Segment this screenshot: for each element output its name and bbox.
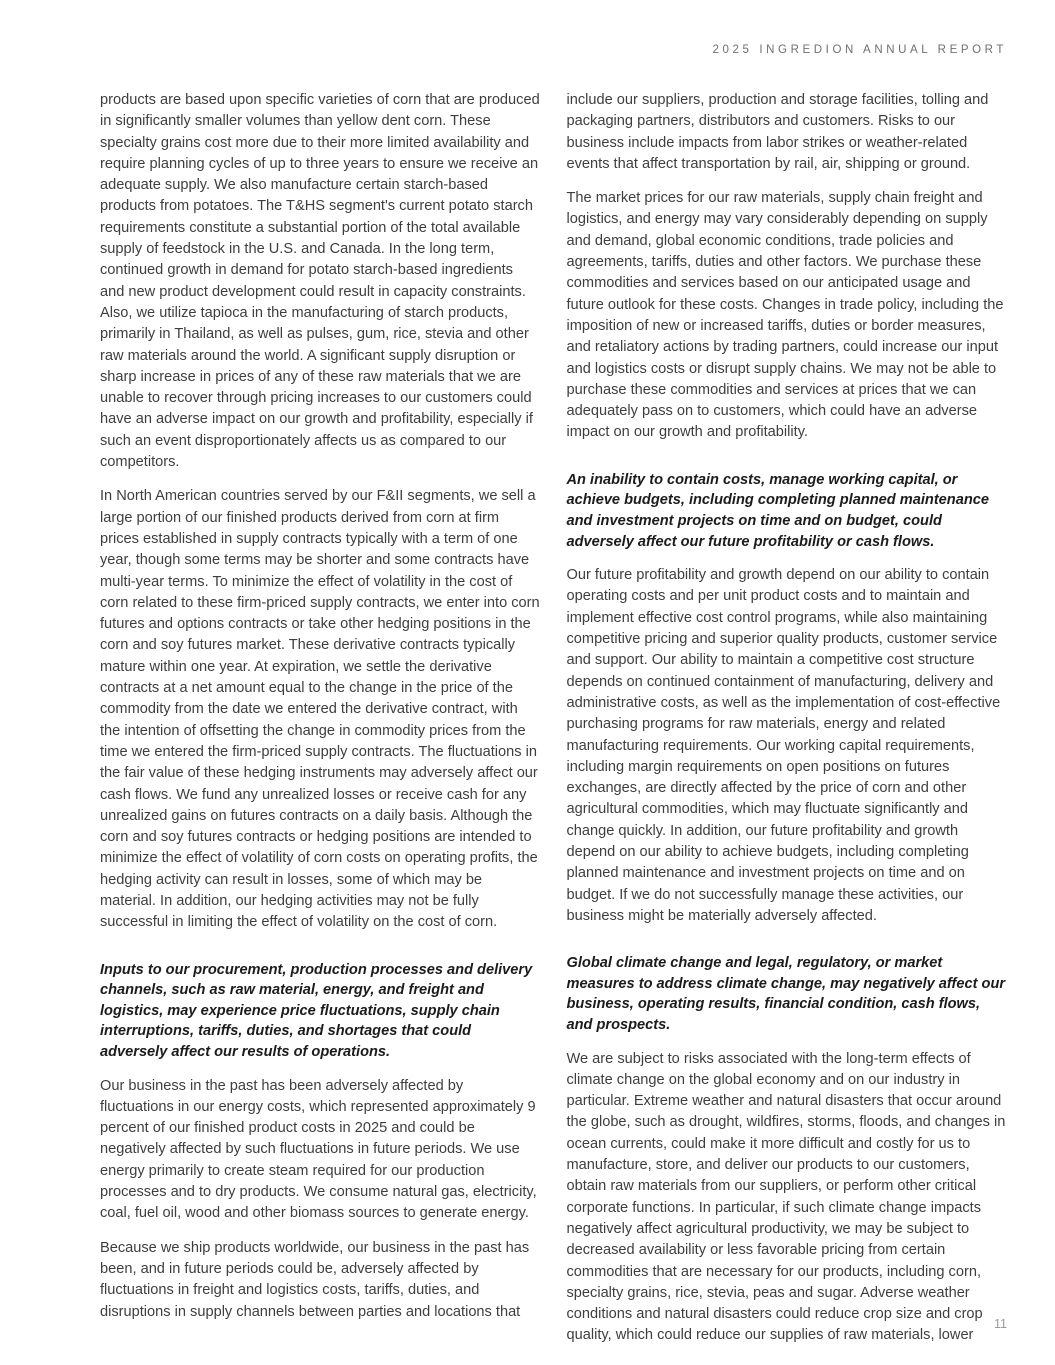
paragraph-supply-chain-risks: include our suppliers, production and storage facilities, tolling and packaging partners, distributors and customers. Risks to our business include impacts from labor strikes or weather-related events that affect transportation by rail, air, shipping or ground. — [566, 92, 989, 172]
risk-heading-inputs-procurement: Inputs to our procurement, production processes and delivery channels, such as raw material, energy, and freight and logistics, may experience price fluctuations, supply chain interruptions, tariffs, duties, and shortages that could adversely affect our results of operations. — [100, 961, 533, 1060]
paragraph-future-profitability: Our future profitability and growth depend on our ability to contain operating costs and per unit product costs and to maintain and implement effective cost control programs, while also maintaining competitive pricing and superior quality products, customer service and support. Our ability to maintain a competitive cost structure depends on continued containment of manufacturing, delivery and administrative costs, as well as the implementation of cost-effective purchasing programs for raw materials, energy and related manufacturing requirements. Our working capital requirements, including margin requirements on open positions on futures exchanges, are directly affected by the price of corn and other agricultural commodities, which may fluctuate significantly and change quickly. In addition, our future profitability and growth depend on our ability to achieve budgets, including completing planned maintenance and investment projects on time and on budget. If we do not successfully manage these activities, our business might be materially adversely affected. — [566, 567, 1001, 924]
paragraph-hedging-contracts: In North American countries served by our F&II segments, we sell a large portion of our finished products derived from corn at firm prices established in supply contracts typically with a term of one year, though some terms may be shorter and some contracts have multi-year terms. To minimize the effect of volatility in the cost of corn related to these firm-priced supply contracts, we enter into corn futures and options contracts or take other hedging positions in the corn and soy futures market. These derivative contracts typically mature within one year. At expiration, we settle the derivative contracts at a net amount equal to the change in the price of the commodity from the date we entered the derivative contract, with the intention of offsetting the change in commodity prices from the time we entered the firm-priced supply contracts. The fluctuations in the fair value of these hedging instruments may adversely affect our cash flows. We fund any unrealized losses or receive cash for any unrealized gains on futures contracts on a daily basis. Although the corn and soy futures contracts or hedging positions are intended to minimize the effect of volatility of corn costs on operating profits, the hedging activity can result in losses, some of which may be material. In addition, our hedging activities may not be fully successful in limiting the effect of volatility on the cost of corn. — [100, 488, 540, 931]
page-header — [100, 44, 1007, 56]
risk-heading-contain-costs: An inability to contain costs, manage working capital, or achieve budgets, including completing planned maintenance and investment projects on time and on budget, could adversely affect our future profitability or cash flows. — [566, 471, 989, 550]
paragraph-climate-risks: We are subject to risks associated with the long-term effects of climate change on the global economy and on our industry in particular. Extreme weather and natural disasters that occur around the globe, such as drought, wildfires, storms, floods, and changes in ocean currents, could make it more difficult and costly for us to manufacture, store, and deliver our products to our customers, obtain raw materials from our suppliers, or perform other critical corporate functions. In particular, if such climate change impacts negatively affect agricultural productivity, we may be subject to decreased availability or less favorable pricing from certain commodities that are necessary for our products, including corn, specialty grains, rice, stevia, peas and sugar. Adverse weather conditions and natural disasters could reduce crop size and crop quality, which could reduce our supplies of raw materials, lower — [566, 1050, 1006, 1344]
page-footer — [994, 1315, 1007, 1333]
two-column-layout — [100, 90, 1007, 1360]
right-column — [567, 90, 1008, 1360]
report-title: 2025 INGREDION ANNUAL REPORT — [712, 44, 1007, 56]
paragraph-freight-logistics: Because we ship products worldwide, our business in the past has been, and in future periods could be, adversely affected by fluctuations in freight and logistics costs, tariffs, duties, and disruptions in supply channels between parties and locations that — [100, 1239, 530, 1320]
paragraph-market-prices: The market prices for our raw materials, supply chain freight and logistics, and energy may vary considerably depending on supply and demand, global economic conditions, trade policies and agreements, tariffs, duties and other factors. We purchase these commodities and services based on our anticipated usage and future outlook for these costs. Changes in trade policy, including the imposition of new or increased tariffs, duties or border measures, and retaliatory actions by trading partners, could increase our input and logistics costs or disrupt supply chains. We may not be able to purchase these commodities and services at prices that we can adequately pass on to customers, which could have an adverse impact on our growth and profitability. — [566, 190, 1004, 441]
page-number: 11 — [994, 1317, 1007, 1331]
paragraph-corn-varieties: products are based upon specific varieties of corn that are produced in significantly smaller volumes than yellow dent corn. These specialty grains cost more due to their more limited availability and require planning cycles of up to three years to ensure we receive an adequate supply. We also manufacture certain starch-based products from potatoes. The T&HS segment's current potato starch requirements constitute a substantial portion of the total available supply of feedstock in the U.S. and Canada. In the long term, continued growth in demand for potato starch-based ingredients and new product development could result in capacity constraints. Also, we utilize tapioca in the manufacturing of starch products, primarily in Thailand, as well as pulses, gum, rice, stevia and other raw materials around the world. A significant supply disruption or sharp increase in prices of any of these raw materials that we are unable to recover through pricing increases to our customers could have an adverse impact on our growth and profitability, especially if such an event disproportionately affects us as compared to our competitors. — [100, 92, 540, 471]
paragraph-energy-costs: Our business in the past has been adversely affected by fluctuations in our energy costs, which represented approximately 9 percent of our finished product costs in 2025 and could be negatively affected by such fluctuations in future periods. We use energy primarily to create steam required for our production processes and to dry products. We consume natural gas, electricity, coal, fuel oil, wood and other biomass sources to generate energy. — [100, 1077, 537, 1222]
left-column — [100, 90, 541, 1336]
risk-heading-climate-change: Global climate change and legal, regulatory, or market measures to address climate change, may negatively affect our business, operating results, financial condition, cash flows, and prospects. — [566, 955, 1006, 1033]
